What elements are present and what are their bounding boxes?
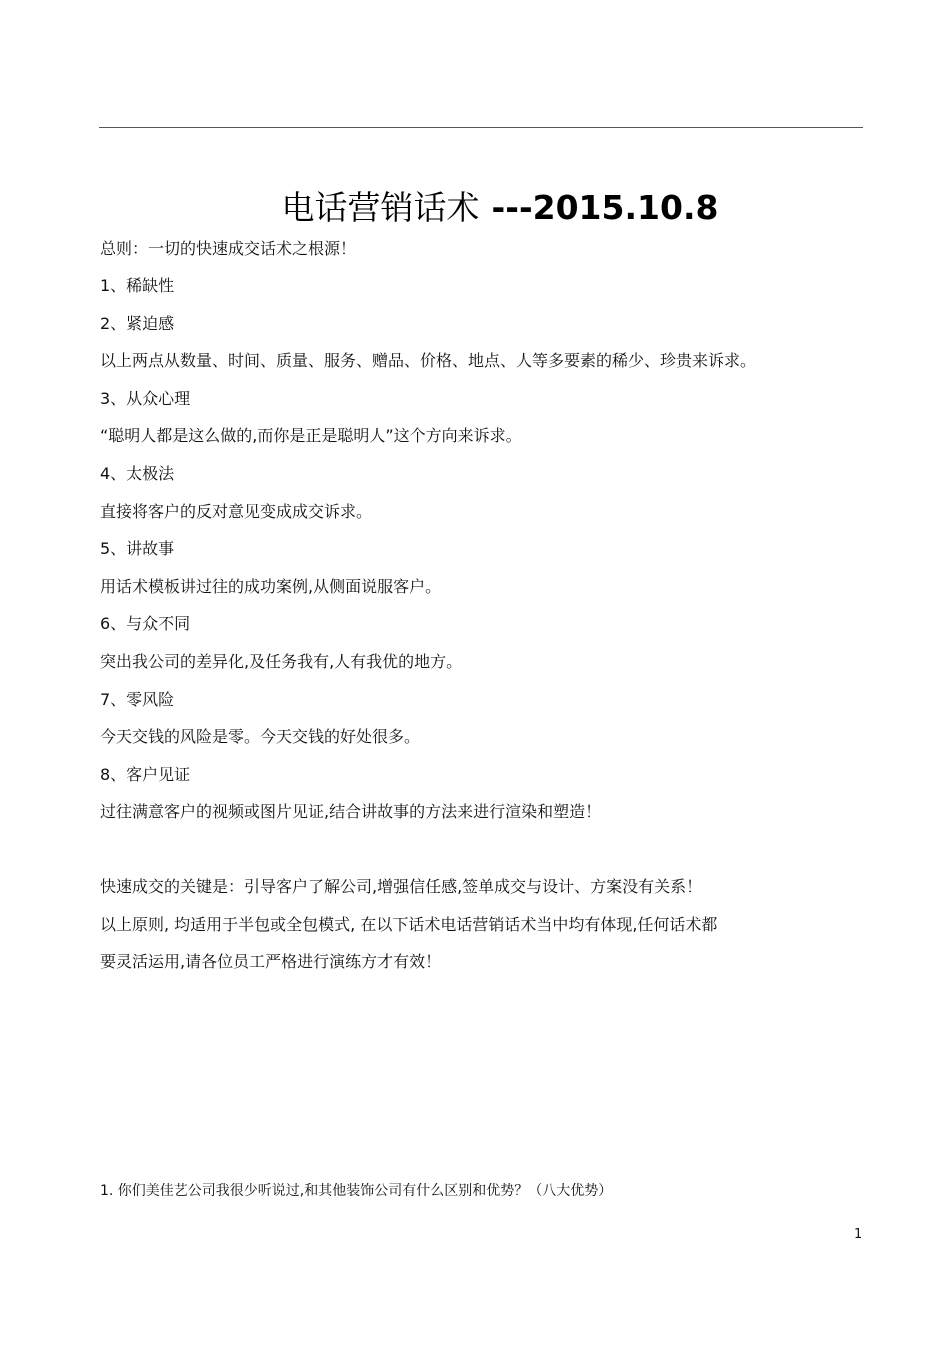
heading-herd-mentality: 3、从众心理 xyxy=(100,388,191,408)
page-number: 1 xyxy=(854,1227,863,1242)
text-scarcity-urgency: 以上两点从数量、时间、质量、服务、赠品、价格、地点、人等多要素的稀少、珍贵来诉求。 xyxy=(100,351,757,371)
title-date: ---2015.10.8 xyxy=(491,188,719,227)
heading-testimonial: 8、客户见证 xyxy=(100,764,191,784)
text-practice: 要灵活运用,请各位员工严格进行演练方才有效！ xyxy=(100,951,442,971)
text-zero-risk: 今天交钱的风险是零。今天交钱的好处很多。 xyxy=(100,727,421,747)
text-testimonial: 过往满意客户的视频或图片见证,结合讲故事的方法来进行渲染和塑造！ xyxy=(100,802,602,822)
text-differentiation: 突出我公司的差异化,及任务我有,人有我优的地方。 xyxy=(100,651,463,671)
title-main: 电话营销话术 xyxy=(281,188,480,227)
general-principle: 总则：一切的快速成交话术之根源！ xyxy=(100,239,357,258)
heading-storytelling: 5、讲故事 xyxy=(100,539,175,559)
text-closing-key: 快速成交的关键是：引导客户了解公司,增强信任感,签单成交与设计、方案没有关系！ xyxy=(100,877,703,897)
heading-scarcity: 1、稀缺性 xyxy=(100,276,175,295)
document-title xyxy=(0,186,950,230)
text-storytelling: 用话术模板讲过往的成功案例,从侧面说服客户。 xyxy=(100,576,442,596)
heading-zero-risk: 7、零风险 xyxy=(100,689,175,709)
question-1: 1. 你们美佳艺公司我很少听说过,和其他装饰公司有什么区别和优势？（八大优势） xyxy=(100,1183,613,1199)
document-body xyxy=(100,236,860,987)
text-principles-apply: 以上原则, 均适用于半包或全包模式, 在以下话术电话营销话术当中均有体现,任何话术都 xyxy=(100,914,718,934)
heading-urgency: 2、紧迫感 xyxy=(100,313,175,333)
header-rule xyxy=(99,127,863,128)
text-taichi: 直接将客户的反对意见变成成交诉求。 xyxy=(100,501,373,521)
text-herd-mentality: “聪明人都是这么做的,而你是正是聪明人”这个方向来诉求。 xyxy=(100,426,522,446)
heading-differentiation: 6、与众不同 xyxy=(100,614,191,634)
heading-taichi: 4、太极法 xyxy=(100,463,175,483)
